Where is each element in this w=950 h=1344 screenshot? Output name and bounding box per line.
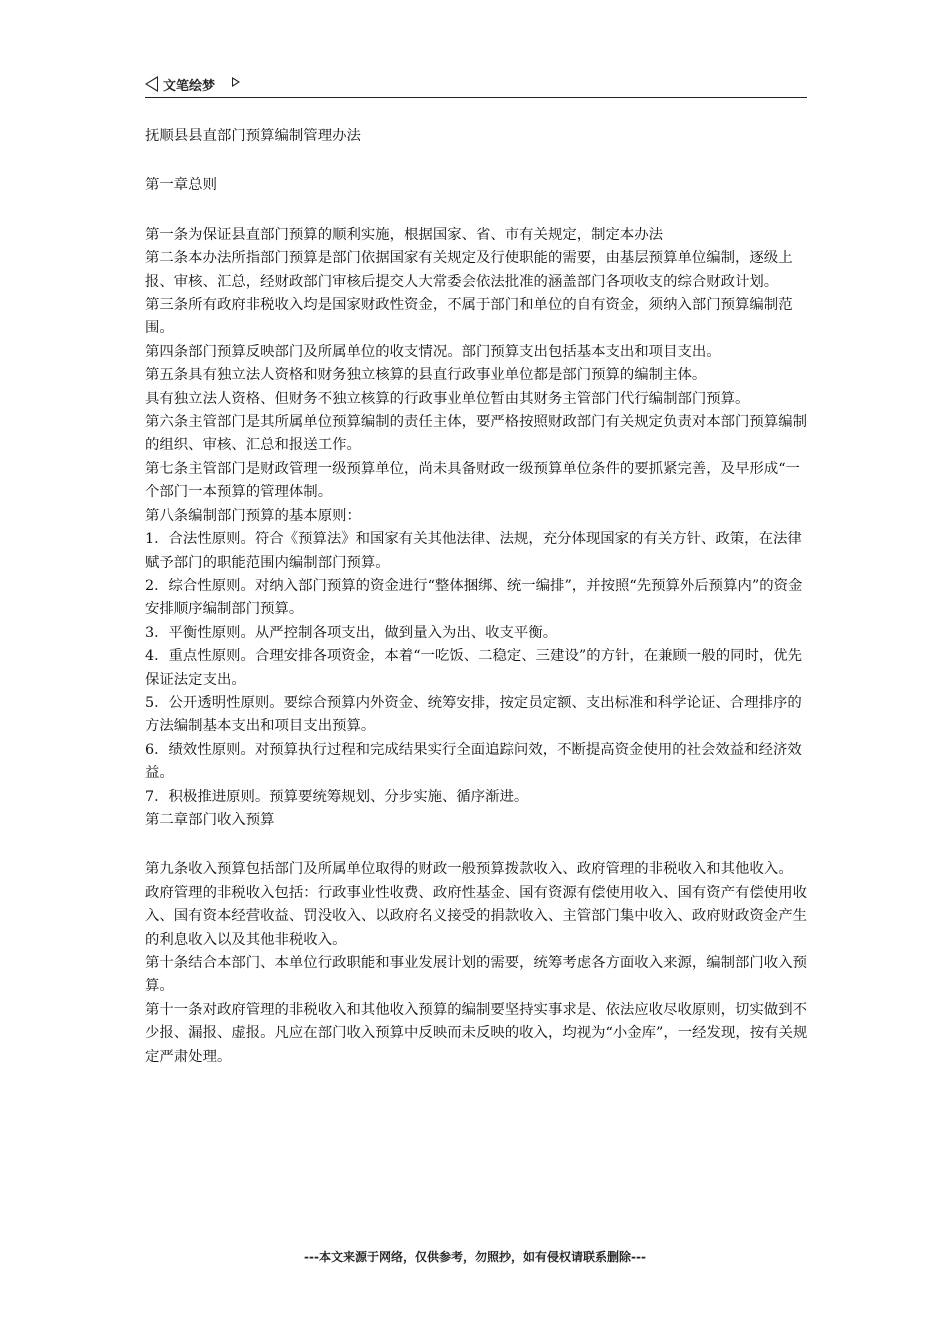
document-body (145, 125, 810, 1069)
paragraph: 具有独立法人资格、但财务不独立核算的行政事业单位暂由其财务主管部门代行编制部门预算。 (145, 390, 750, 407)
paragraph: 第八条编制部门预算的基本原则： (145, 507, 361, 524)
paragraph: 7．积极推进原则。预算要统筹规划、分步实施、循序渐进。 (145, 788, 529, 805)
paragraph: 1．合法性原则。符合《预算法》和国家有关其他法律、法规，充分体现国家的有关方针、政策，在法律赋予部门的职能范围内编制部门预算。 (145, 531, 802, 571)
paragraph: 第一条为保证县直部门预算的顺利实施，根据国家、省、市有关规定，制定本办法 (145, 226, 664, 243)
document-title: 抚顺县县直部门预算编制管理办法 (145, 128, 361, 144)
paragraph: 6．绩效性原则。对预算执行过程和完成结果实行全面追踪问效，不断提高资金使用的社会效益和经济效益。 (145, 741, 802, 782)
paragraph: 3．平衡性原则。从严控制各项支出，做到量入为出、收支平衡。 (145, 624, 558, 641)
paragraph: 第五条具有独立法人资格和财务独立核算的县直行政事业单位都是部门预算的编制主体。 (145, 367, 707, 384)
page-header (145, 74, 807, 98)
paragraph: 4．重点性原则。合理安排各项资金，本着“一吃饭、二稳定、三建设”的方针，在兼顾一般的同时，优先保证法定支出。 (145, 648, 803, 688)
paragraph: 第十一条对政府管理的非税收入和其他收入预算的编制要坚持实事求是、依法应收尽收原则，切实做到不少报、漏报、虚报。凡应在部门收入预算中反映而未反映的收入，均视为“小金库”，一经发现，按有关规定严肃处理。 (145, 1001, 808, 1065)
chapter-2-paragraphs (145, 858, 810, 1069)
footer-notice: ---本文来源于网络，仅供参考，勿照抄，如有侵权请联系删除--- (304, 1250, 646, 1264)
paragraph: 2．综合性原则。对纳入部门预算的资金进行“整体捆绑、统一编排”，并按照“先预算外后预算内”的资金安排顺序编制部门预算。 (145, 577, 803, 618)
paragraph: 第七条主管部门是财政管理一级预算单位，尚未具备财政一级预算单位条件的要抓紧完善，及早形成“一个部门一本预算的管理体制。 (145, 460, 800, 501)
chapter-1-paragraphs (145, 224, 810, 809)
paragraph: 第四条部门预算反映部门及所属单位的收支情况。部门预算支出包括基本支出和项目支出。 (145, 343, 721, 360)
triangle-right-icon (232, 77, 240, 87)
paragraph: 第二条本办法所指部门预算是部门依据国家有关规定及行使职能的需要，由基层预算单位编制，逐级上报、审核、汇总，经财政部门审核后提交人大常委会依法批准的涵盖部门各项收支的综合财政计划。 (145, 250, 793, 290)
paragraph: 第九条收入预算包括部门及所属单位取得的财政一般预算拨款收入、政府管理的非税收入和其他收入。 (145, 861, 793, 878)
brand-name: 文笔绘梦 (163, 79, 216, 94)
chapter-heading: 第一章总则 (145, 177, 217, 194)
chapter-heading: 第二章部门收入预算 (145, 811, 275, 828)
paragraph: 第六条主管部门是其所属单位预算编制的责任主体，要严格按照财政部门有关规定负责对本部门预算编制的组织、审核、汇总和报送工作。 (145, 414, 807, 454)
paragraph: 政府管理的非税收入包括：行政事业性收费、政府性基金、国有资源有偿使用收入、国有资产有偿使用收入、国有资本经营收益、罚没收入、以政府名义接受的捐款收入、主管部门集中收入、政府财政资金产生的利息收入以及其他非税收入。 (145, 884, 807, 948)
paragraph: 第三条所有政府非税收入均是国家财政性资金，不属于部门和单位的自有资金，须纳入部门预算编制范围。 (145, 297, 793, 337)
paragraph: 5．公开透明性原则。要综合预算内外资金、统筹安排，按定员定额、支出标准和科学论证、合理排序的方法编制基本支出和项目支出预算。 (145, 694, 802, 735)
triangle-left-icon (145, 76, 158, 92)
paragraph: 第十条结合本部门、本单位行政职能和事业发展计划的需要，统筹考虑各方面收入来源，编制部门收入预算。 (145, 955, 807, 995)
